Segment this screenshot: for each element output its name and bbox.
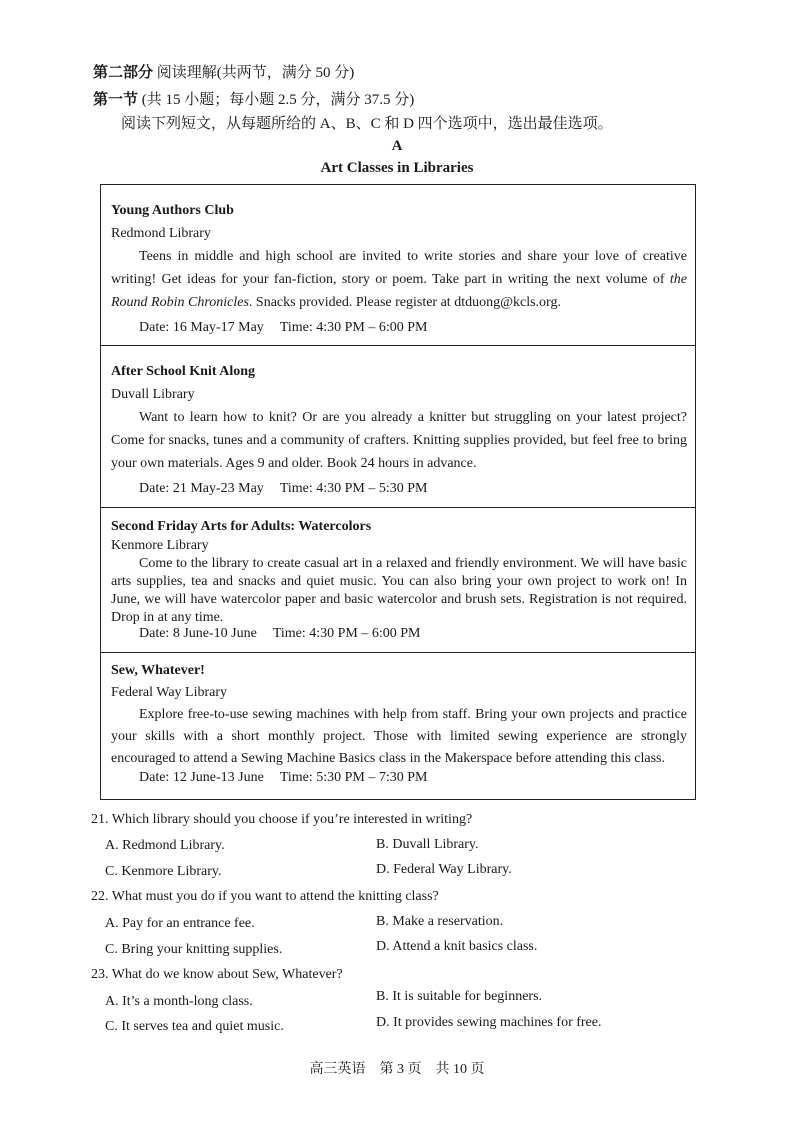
- class-card-knit-along: [100, 345, 696, 508]
- class-card-sew-whatever: [100, 652, 696, 800]
- option-21-d: D. Federal Way Library.: [376, 862, 512, 877]
- part-heading: [93, 61, 354, 82]
- class-date: Date: 12 June-13 June: [139, 770, 264, 785]
- class-date: Date: 16 May-17 May: [139, 320, 264, 335]
- class-description: Come to the library to create casual art in a relaxed and friendly environment. We will have basic arts supplies, tea and snacks and quiet music. You can also bring your own project to work on! In June, we will have watercolor paper and basic watercolor and brush sets. Registration is not required. Drop in at any time.: [111, 556, 687, 625]
- option-23-a: A. It’s a month-long class.: [105, 994, 253, 1009]
- class-time: Time: 5:30 PM – 7:30 PM: [279, 770, 428, 785]
- part-description: 阅读理解(共两节，满分 50 分): [156, 65, 355, 81]
- class-name: Young Authors Club: [111, 203, 234, 218]
- class-time: Time: 4:30 PM – 5:30 PM: [279, 481, 428, 496]
- class-name: Second Friday Arts for Adults: Watercolors: [111, 519, 372, 534]
- option-22-b: B. Make a reservation.: [376, 914, 504, 929]
- instruction: 阅读下列短文，从每题所给的 A、B、C 和 D 四个选项中，选出最佳选项。: [121, 116, 613, 132]
- page-footer: 高三英语 第 3 页 共 10 页: [309, 1062, 485, 1077]
- class-schedule: [139, 477, 428, 500]
- class-name: After School Knit Along: [111, 364, 256, 379]
- option-21-b: B. Duvall Library.: [376, 837, 479, 852]
- class-date: Date: 21 May-23 May: [139, 481, 264, 496]
- option-23-b: B. It is suitable for beginners.: [376, 989, 543, 1004]
- class-description: Explore free-to-use sewing machines with help from staff. Bring your own projects and practice your skills with a short monthly project. Those with limited sewing experience are strongly encouraged to attend a Sewing Machine Basics class in the Makerspace before attending this class.: [111, 707, 687, 766]
- class-library: Kenmore Library: [111, 538, 209, 553]
- section-heading: [93, 88, 414, 109]
- question-23: 23. What do we know about Sew, Whatever?: [91, 967, 343, 982]
- class-time: Time: 4:30 PM – 6:00 PM: [272, 626, 421, 641]
- part-label: 第二部分: [93, 65, 154, 81]
- class-description: Want to learn how to knit? Or are you already a knitter but struggling on your latest project? Come for snacks, tunes and a community of crafters. Knitting supplies provided, but feel free to bring your own materials. Ages 9 and older. Book 24 hours in advance.: [111, 410, 687, 471]
- class-card-watercolors: [100, 507, 696, 653]
- question-21: 21. Which library should you choose if you’re interested in writing?: [91, 812, 473, 827]
- class-card-young-authors: [100, 184, 696, 346]
- class-time: Time: 4:30 PM – 6:00 PM: [279, 320, 428, 335]
- class-schedule: [139, 767, 428, 789]
- class-library: Duvall Library: [111, 387, 195, 402]
- question-22: 22. What must you do if you want to attend the knitting class?: [91, 889, 439, 904]
- option-23-d: D. It provides sewing machines for free.: [376, 1015, 602, 1030]
- class-schedule: [139, 625, 421, 643]
- passage-letter: A: [391, 138, 403, 154]
- option-22-d: D. Attend a knit basics class.: [376, 939, 538, 954]
- option-21-c: C. Kenmore Library.: [105, 864, 222, 879]
- class-library: Redmond Library: [111, 226, 211, 241]
- option-22-c: C. Bring your knitting supplies.: [105, 942, 283, 957]
- class-library: Federal Way Library: [111, 685, 228, 700]
- passage-title: Art Classes in Libraries: [320, 160, 474, 176]
- book-title: the Round Robin Chronicles: [111, 272, 687, 310]
- option-22-a: A. Pay for an entrance fee.: [105, 916, 255, 931]
- class-date: Date: 8 June-10 June: [139, 626, 257, 641]
- option-21-a: A. Redmond Library.: [105, 838, 225, 853]
- section-description: (共 15 小题；每小题 2.5 分，满分 37.5 分): [141, 92, 415, 108]
- section-label: 第一节: [93, 92, 139, 108]
- class-description: Teens in middle and high school are invited to write stories and share your love of creative writing! Get ideas for your fan-fiction, story or poem. Take part in writing the next volume of the Round Robin Chronicles. Snacks provided. Please register at dtduong@kcls.org.: [111, 249, 687, 310]
- class-name: Sew, Whatever!: [111, 663, 205, 678]
- option-23-c: C. It serves tea and quiet music.: [105, 1019, 284, 1034]
- class-schedule: [139, 316, 428, 339]
